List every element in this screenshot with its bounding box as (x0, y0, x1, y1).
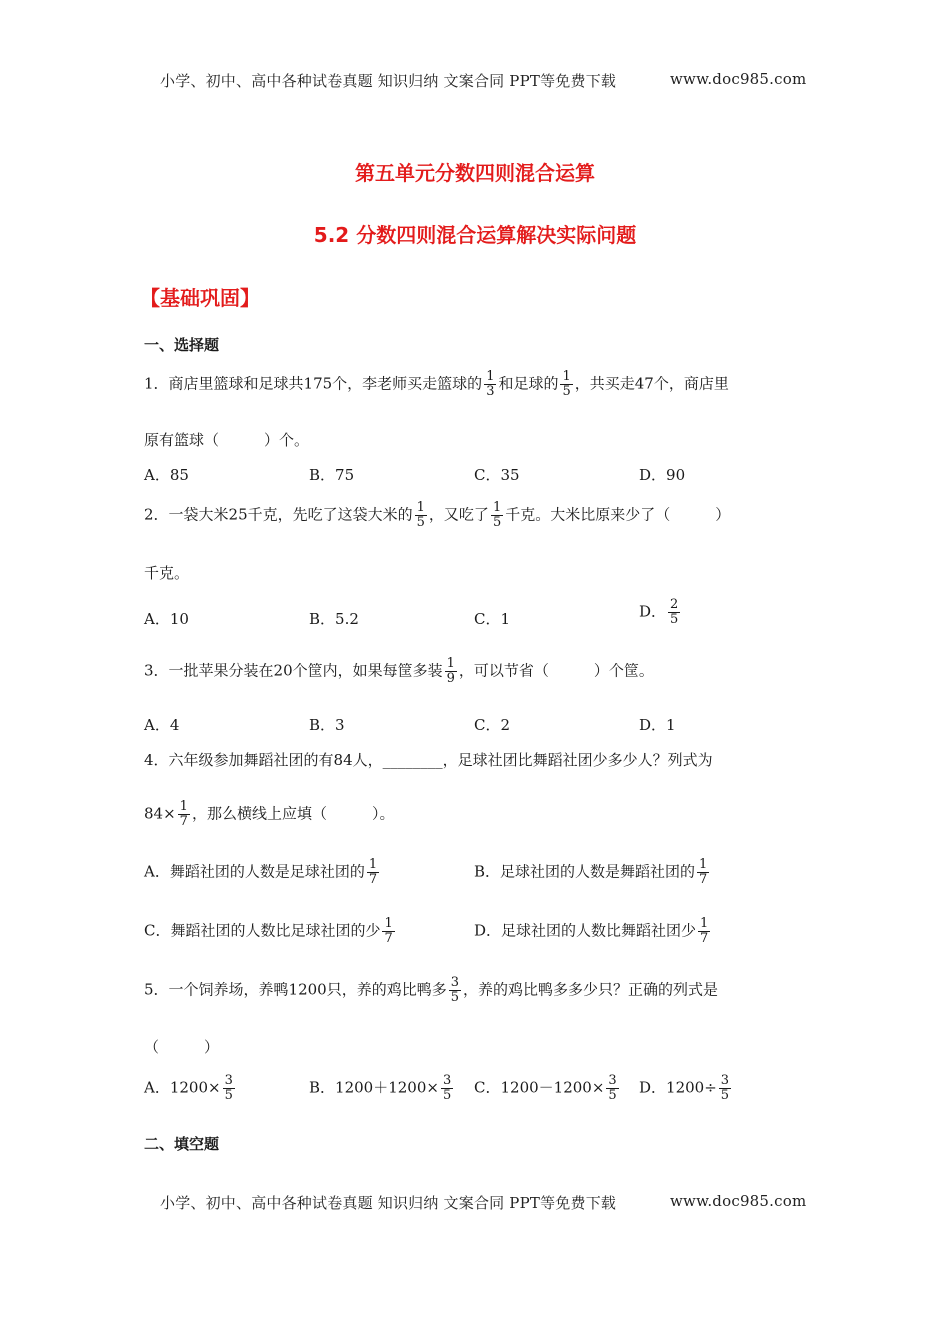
q5-option-a[interactable]: A．1200× $\frac{3}{5}$ (144, 1073, 233, 1103)
unit-title: 第五单元分数四则混合运算 (355, 161, 595, 185)
q4-option-b[interactable]: B．足球社团的人数是舞蹈社团的 $\frac{1}{7}$ (474, 857, 708, 887)
q2-option-c[interactable]: C．1 (474, 610, 511, 628)
fraction: $\frac{1}{5}$ (492, 500, 502, 530)
page-footer-text: 小学、初中、高中各种试卷真题 知识归纳 文案合同 PPT等免费下载 (160, 1194, 617, 1212)
question-5-line-2: （ ） (144, 1038, 220, 1056)
q2-option-b[interactable]: B．5.2 (309, 610, 359, 628)
section-heading: 【基础巩固】 (140, 286, 260, 310)
q3-option-b[interactable]: B．3 (309, 716, 345, 734)
fraction: $\frac{1}{7}$ (384, 916, 393, 946)
fraction: $\frac{1}{5}$ (562, 369, 571, 399)
q5-option-c[interactable]: C．1200－1200× $\frac{3}{5}$ (474, 1073, 617, 1103)
fraction: $\frac{1}{5}$ (416, 500, 425, 530)
fraction: $\frac{2}{5}$ (670, 597, 679, 627)
question-4-line-1: 4．六年级参加舞蹈社团的有84人，________，足球社团比舞蹈社团少多少人？列式为 (144, 751, 713, 769)
fraction: $\frac{3}{5}$ (608, 1073, 617, 1103)
question-1-line-1: 1．商店里篮球和足球共175个，李老师买走篮球的 $\frac{1}{3}$ 和足球的 $\frac{1}{5}$ ，共买走47个，商店里 (144, 369, 729, 399)
fraction: $\frac{1}{7}$ (179, 799, 188, 829)
page-header-text: 小学、初中、高中各种试卷真题 知识归纳 文案合同 PPT等免费下载 (160, 72, 617, 90)
q1-option-c[interactable]: C．35 (474, 466, 520, 484)
fraction: $\frac{3}{5}$ (720, 1073, 730, 1103)
question-2-line-2: 千克。 (144, 564, 190, 582)
page-header-url[interactable]: www.doc985.com (670, 70, 807, 88)
q2-option-d[interactable]: D． $\frac{2}{5}$ (639, 597, 679, 627)
fraction: $\frac{1}{3}$ (486, 369, 495, 399)
question-3: 3．一批苹果分装在20个筐内，如果每筐多装 $\frac{1}{9}$ ，可以节省（ ）个筐。 (144, 656, 654, 686)
q4-option-c[interactable]: C．舞蹈社团的人数比足球社团的少 $\frac{1}{7}$ (144, 916, 393, 946)
question-1-line-2: 原有篮球（ ）个。 (144, 431, 310, 449)
q3-option-a[interactable]: A．4 (144, 716, 180, 734)
fraction: $\frac{3}{5}$ (442, 1073, 452, 1103)
q1-option-d[interactable]: D．90 (639, 466, 686, 484)
q4-option-a[interactable]: A．舞蹈社团的人数是足球社团的 $\frac{1}{7}$ (144, 857, 378, 887)
q4-option-d[interactable]: D．足球社团的人数比舞蹈社团少 $\frac{1}{7}$ (474, 916, 709, 946)
q2-option-a[interactable]: A．10 (144, 610, 189, 628)
question-2-line-1: 2．一袋大米25千克，先吃了这袋大米的 $\frac{1}{5}$ ，又吃了 $\frac{1}{5}$ 千克。大米比原来少了（ ） (144, 500, 731, 530)
part-heading-choice: 一、选择题 (144, 336, 220, 354)
q1-option-b[interactable]: B．75 (309, 466, 355, 484)
question-5-line-1: 5．一个饲养场，养鸭1200只，养的鸡比鸭多 $\frac{3}{5}$ ，养的鸡比鸭多多少只？正确的列式是 (144, 975, 719, 1005)
fraction: $\frac{1}{9}$ (446, 656, 455, 686)
fraction: $\frac{1}{7}$ (699, 857, 708, 887)
q1-option-a[interactable]: A．85 (144, 466, 189, 484)
q5-option-d[interactable]: D．1200÷ $\frac{3}{5}$ (639, 1073, 730, 1103)
fraction: $\frac{3}{5}$ (224, 1073, 233, 1103)
question-4-line-2: 84× $\frac{1}{7}$ ，那么横线上应填（ ）。 (144, 799, 395, 829)
lesson-title: 5.2 分数四则混合运算解决实际问题 (313, 223, 637, 247)
q3-option-c[interactable]: C．2 (474, 716, 511, 734)
q5-option-b[interactable]: B．1200＋1200× $\frac{3}{5}$ (309, 1073, 452, 1103)
page-footer-url[interactable]: www.doc985.com (670, 1192, 807, 1210)
fraction: $\frac{3}{5}$ (450, 975, 460, 1005)
fraction: $\frac{1}{7}$ (368, 857, 378, 887)
fraction: $\frac{1}{7}$ (700, 916, 709, 946)
part-heading-fill: 二、填空题 (144, 1135, 220, 1153)
q3-option-d[interactable]: D．1 (639, 716, 676, 734)
